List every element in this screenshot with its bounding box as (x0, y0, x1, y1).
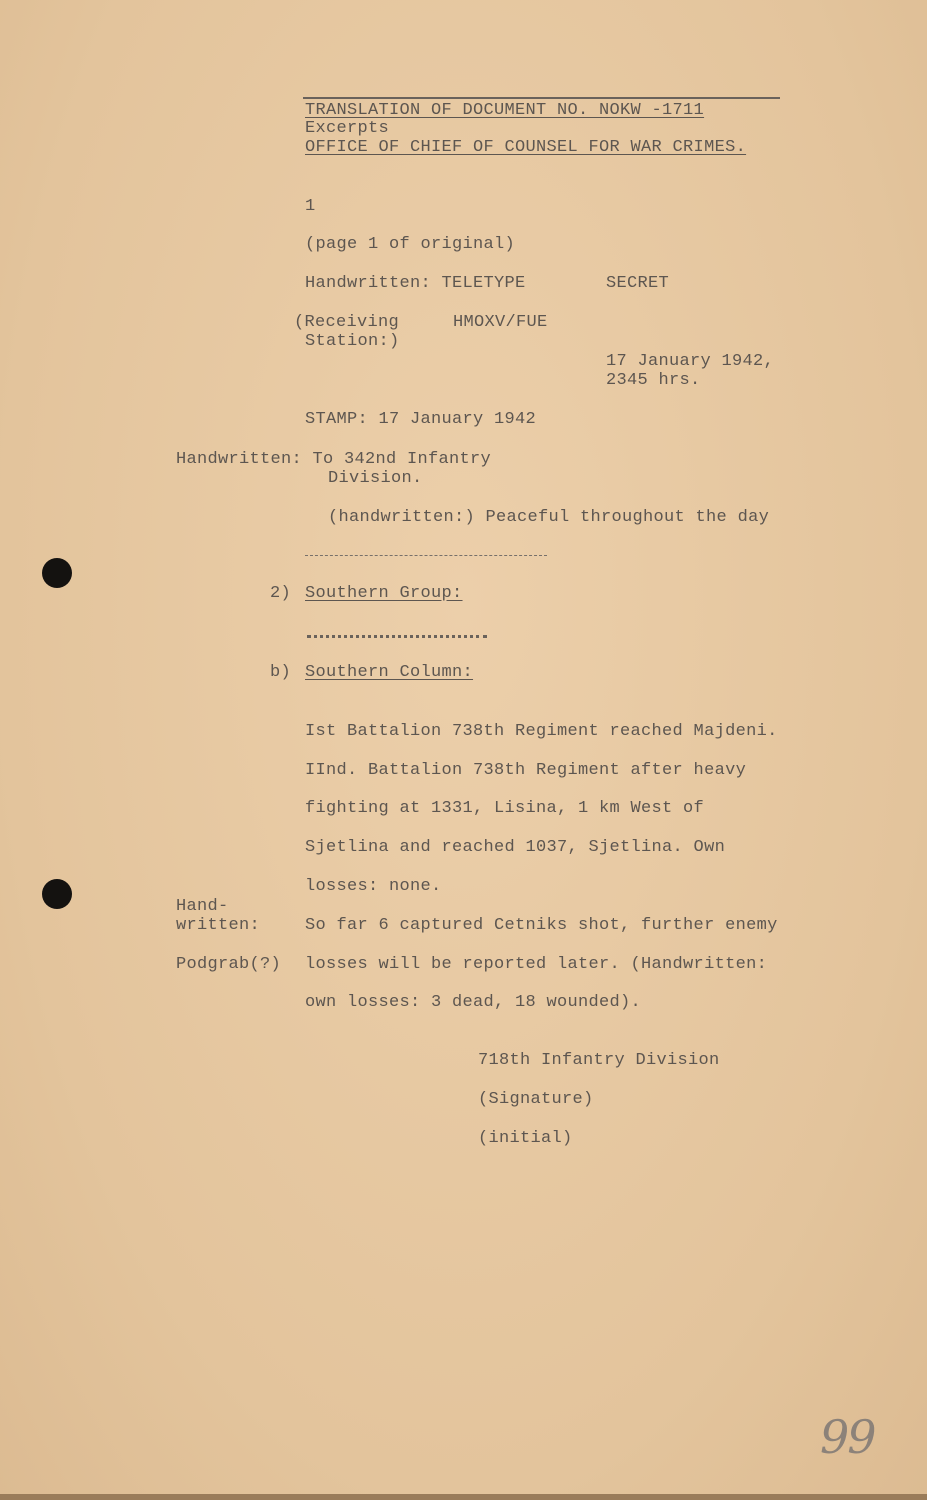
header-title: TRANSLATION OF DOCUMENT NO. NOKW -1711 (305, 101, 705, 120)
recipient-line-1: Handwritten: To 342nd Infantry (176, 450, 492, 469)
recipient-line-2: Division. (328, 469, 423, 488)
receiving-label-1: (Receiving (294, 313, 400, 332)
date-line-2: 2345 hrs. (606, 371, 701, 390)
stamp-line: STAMP: 17 January 1942 (305, 410, 537, 429)
omission-dots (307, 635, 487, 638)
header-top-rule (303, 97, 780, 99)
section-2-title: Southern Group: (305, 584, 463, 603)
body-line: IInd. Battalion 738th Regiment after heavy (305, 761, 747, 780)
separator-dashes (305, 555, 547, 556)
punch-hole-lower (42, 879, 72, 909)
teletype-label: Handwritten: TELETYPE (305, 274, 526, 293)
peaceful-note: (handwritten:) Peaceful throughout the day (328, 508, 770, 527)
margin-note-1: Hand- (176, 897, 229, 916)
page-bottom-edge (0, 1494, 927, 1500)
section-2-number: 2) (270, 584, 292, 603)
header-office: OFFICE OF CHIEF OF COUNSEL FOR WAR CRIMES. (305, 138, 747, 157)
body-line: Sjetlina and reached 1037, Sjetlina. Own (305, 838, 726, 857)
receiving-label-2: Station:) (305, 332, 400, 351)
initial: (initial) (478, 1129, 573, 1148)
signature-unit: 718th Infantry Division (478, 1051, 720, 1070)
body-line: Ist Battalion 738th Regiment reached Majdeni. (305, 722, 778, 741)
section-b-title: Southern Column: (305, 663, 474, 682)
date-line-1: 17 January 1942, (606, 352, 775, 371)
folio-number: 99 (820, 1410, 875, 1464)
body-line: losses will be reported later. (Handwritten: (305, 955, 768, 974)
classification-secret: SECRET (606, 274, 670, 293)
original-page-note: (page 1 of original) (305, 235, 516, 254)
punch-hole-upper (42, 558, 72, 588)
page-marker: 1 (305, 197, 316, 216)
body-line: own losses: 3 dead, 18 wounded). (305, 993, 642, 1012)
section-b-number: b) (270, 663, 292, 682)
margin-note-3: Podgrab(?) (176, 955, 282, 974)
header-excerpts: Excerpts (305, 119, 390, 138)
body-line: fighting at 1331, Lisina, 1 km West of (305, 799, 705, 818)
body-line: So far 6 captured Cetniks shot, further enemy (305, 916, 778, 935)
margin-note-2: written: (176, 916, 261, 935)
body-line: losses: none. (305, 877, 442, 896)
receiving-station: HMOXV/FUE (453, 313, 548, 332)
signature: (Signature) (478, 1090, 594, 1109)
